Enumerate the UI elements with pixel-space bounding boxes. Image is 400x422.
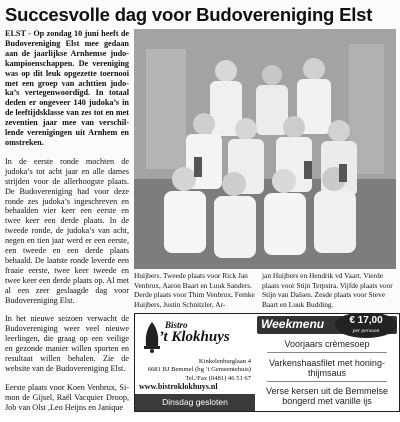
address-line: Kinkelenburglaan 4 [198, 358, 251, 365]
bistro-advertisement [134, 313, 400, 412]
bistro-website: www.bistroklokhuys.nl [139, 382, 218, 391]
bistro-logo [141, 318, 251, 358]
menu-divider [267, 381, 387, 382]
menu-dish-1: Voorjaars crèmesoep [284, 339, 370, 349]
article-headline: Succesvolle dag voor Budovereniging Elst [5, 4, 373, 25]
weekmenu-title: Weekmenu [261, 317, 325, 331]
lead-text: Op zondag 10 juni heeft de Budovereniging Elst mee gedaan aan de jaarlijkse Arnhemse judokampioenschappen. De vereniging was op dit leuk opgezette toernooi met een groep van achttien judoka’s vertegenwoordigd. In totaal deden er ongeveer 140 judoka’s in de leeftijdsklasse van zes tot en met zeventien jaar mee van verschillende verenigingen uit Arnhem en omstreken. [5, 29, 130, 147]
photo-caption-2: jan Huijbers en Hendrik vd Vaart. Vierde plaats voor Stijn Terpstra. Vijfde plaats voor Stijn van Dalsen. Zesde plaats voor Steve Baart en Luuk Budding. [262, 271, 393, 309]
photo-illustration [134, 29, 396, 269]
weekmenu [257, 314, 399, 411]
price-subtitle: per persoon [352, 328, 380, 334]
article-column-1 [5, 29, 129, 422]
menu-divider [267, 352, 387, 353]
logo-bistro-text: Bistro [165, 320, 188, 330]
price-value: € 17,00 [349, 315, 383, 326]
phone-line: Tel./Fax (0481) 46 51 67 [185, 374, 251, 382]
bistro-address [141, 358, 251, 383]
judo-group-photo [134, 29, 396, 269]
dateline: ELST - [5, 29, 34, 38]
menu-dish-3: Verse kersen uit de Bemmelse bongerd met vanille ijs [265, 386, 389, 406]
price-badge [335, 313, 397, 338]
bistro-info [135, 314, 255, 411]
article-paragraph-4: Eerste plaats voor Koen Venbrux, Simon de Gijsel, Raël Vacquier Droop, Job van Olst ,Leo Heijns en Janique [5, 382, 129, 412]
address-line: 6681 BJ Bemmel (bg ’t Gemeentehuis) [147, 366, 251, 374]
article-paragraph-3: In het nieuwe seizoen verwacht de Budovereniging weer veel nieuwe leerlingen, die graag op een veilige en gezonde manier willen sporten en resultaat willen behalen. Zie de website van de Budovereniging Elst. [5, 314, 129, 373]
article-paragraph-2: In de eerste ronde mochten de judoka’s tot acht jaar en alle dames strijden voor de allerhoogste plaats. De Budovereniging had voor deze ronde zes judoka’s ingeschreven en behaalden vier keer een eerste en twee keer een derde plaats. In de tweede ronde, de judoka’s van acht, negen en tien jaar werd er een eerste, een tweede en een derde plaats behaald. De laatste ronde leverde een fraaie eerste, twee keer tweede en twee keer een derde plaats op. Al met al een zeer geslaagde dag voor Budovereniging Elst. [5, 156, 129, 305]
closed-notice: Dinsdag gesloten [135, 394, 255, 411]
menu-dish-2: Varkenshaasfilet met honing-thijmsaus [269, 358, 385, 378]
logo-name-text: ’t Klokhuys [159, 329, 230, 345]
article-lead [5, 29, 129, 148]
photo-caption-1: Huijbers. Tweede plaats voor Rick Jan Venbrux, Aaron Baart en Luuk Sanders. Derde plaats voor Thim Venbrux, Femke Huijbers, Justin Schnitzler, Ar- [134, 271, 255, 309]
